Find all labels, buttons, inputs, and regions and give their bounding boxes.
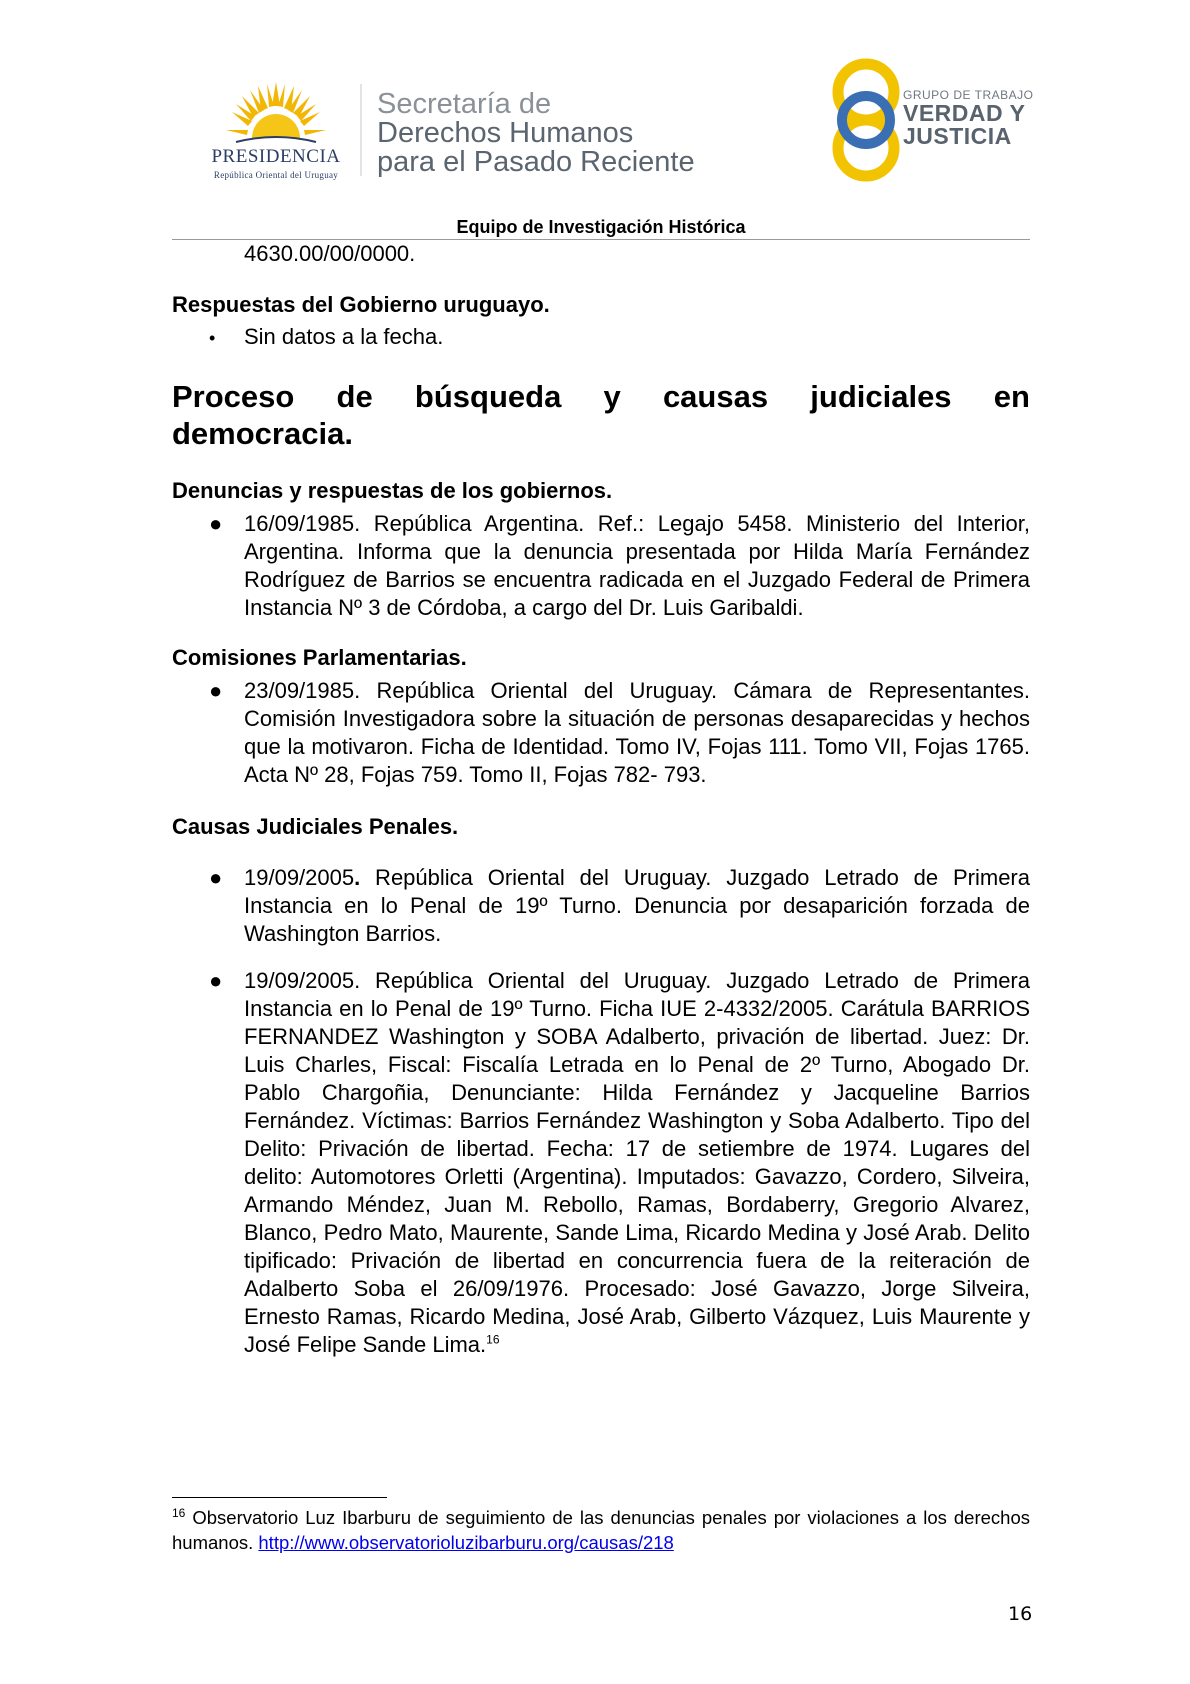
list-item-text: República Oriental del Uruguay. Juzgado Letrado de Primera Instancia en lo Penal de 19º Turno. Denuncia por desaparición forzada de Washington Barrios. <box>244 865 1030 946</box>
list-item-text: 23/09/1985. República Oriental del Uruguay. Cámara de Representantes. Comisión Investigadora sobre la situación de personas desaparecidas y hechos que la motivaron. Ficha de Identidad. Tomo IV, Fojas 111. Tomo VII, Fojas 1765. Acta Nº 28, Fojas 759. Tomo II, Fojas 782- 793. <box>244 678 1030 787</box>
grupo-trabajo-text: GRUPO DE TRABAJO <box>903 88 1034 102</box>
republica-label: República Oriental del Uruguay <box>213 170 339 180</box>
heading-word: Proceso <box>172 379 295 414</box>
list-item <box>172 510 1030 622</box>
rings-logo-icon <box>822 58 912 182</box>
list-item <box>172 967 1030 1359</box>
bullet-icon: ● <box>209 678 223 703</box>
heading-word: causas <box>662 379 769 414</box>
heading-word: de <box>336 379 373 414</box>
secretaria-line1: Secretaría de <box>377 88 552 120</box>
heading-word: judiciales <box>810 379 952 414</box>
bullet-icon: ● <box>209 968 223 993</box>
secretaria-title <box>377 90 695 177</box>
secretaria-line2: Derechos Humanos <box>377 117 634 149</box>
list-item: ● 19/09/2005. República Oriental del Uruguay. Juzgado Letrado de Primera Instancia en lo Penal de 19º Turno. Denuncia por desaparición forzada de Washington Barrios. <box>209 865 1030 946</box>
list-item-date: 19/09/2005 <box>244 865 355 890</box>
section-heading-line1 <box>172 378 1030 415</box>
footnote-separator <box>172 1497 387 1498</box>
denuncias-heading: Denuncias y respuestas de los gobiernos. <box>172 478 613 503</box>
bullet-icon: ● <box>209 865 223 890</box>
continuation-text: 4630.00/00/0000. <box>244 241 416 266</box>
verdad-justicia-label <box>903 88 1033 148</box>
section-heading <box>172 378 1030 452</box>
footnote-text: Observatorio Luz Ibarburu de seguimiento de las denuncias penales por violaciones a los derechos humanos. <box>172 1507 1030 1553</box>
justicia-text: JUSTICIA <box>903 123 1012 149</box>
footnote-number: 16 <box>172 1505 186 1520</box>
section-heading-line2: democracia. <box>172 416 353 451</box>
comisiones-heading: Comisiones Parlamentarias. <box>172 645 467 670</box>
footnote-link[interactable]: http://www.observatorioluzibarburu.org/causas/218 <box>258 1532 674 1553</box>
team-title: Equipo de Investigación Histórica <box>456 217 746 237</box>
sun-emblem-icon <box>196 80 356 150</box>
list-item-text: Sin datos a la fecha. <box>244 324 444 349</box>
list-item-text: 19/09/2005. República Oriental del Uruguay. Juzgado Letrado de Primera Instancia en lo Penal de 19º Turno. Ficha IUE 2-4332/2005. Carátula BARRIOS FERNANDEZ Washington y SOBA Adalberto, privación de libertad. Juez: Dr. Luis Charles, Fiscal: Fiscalía Letrada en lo Penal de 2º Turno, Abogado Dr. Pablo Chargoñia, Denunciante: Hilda Fernández y Jacqueline Barrios Fernández. Víctimas: Barrios Fernández Washington y Soba Adalberto. Tipo del Delito: Privación de libertad. Fecha: 17 de setiembre de 1974. Lugares del delito: Automotores Orletti (Argentina). Imputados: Gavazzo, Cordero, Silveira, Armando Méndez, Juan M. Rebollo, Ramas, Bordaberry, Gregorio Alvarez, Blanco, Pedro Mato, Maurente, Sande Lima, Ricardo Medina y José Arab. Delito tipificado: Privación de libertad en concurrencia fuera de la reiteración de Adalberto Soba el 26/09/1976. Procesado: José Gavazzo, Jorge Silveira, Ernesto Ramas, Ricardo Medina, José Arab, Gilberto Vázquez, Luis Maurente y José Felipe Sande Lima. <box>244 968 1030 1357</box>
list-item <box>172 323 1030 351</box>
presidencia-label: PRESIDENCIA <box>211 146 341 167</box>
heading-word: en <box>993 379 1030 414</box>
presidencia-logo <box>196 80 356 180</box>
heading-word: y <box>603 379 621 414</box>
causas-heading: Causas Judiciales Penales. <box>172 814 459 839</box>
document-body <box>172 240 1030 1359</box>
bullet-icon: ● <box>209 511 223 536</box>
secretaria-line3: para el Pasado Reciente <box>377 146 695 178</box>
footnote <box>172 1505 1030 1555</box>
gov-answers-heading: Respuestas del Gobierno uruguayo. <box>172 292 550 317</box>
header-divider <box>360 84 362 176</box>
footnote-ref[interactable]: 16 <box>486 1332 500 1347</box>
page-number: 16 <box>1008 1603 1033 1625</box>
list-item <box>172 677 1030 789</box>
bullet-icon: • <box>209 328 216 348</box>
list-item-text: 16/09/1985. República Argentina. Ref.: Legajo 5458. Ministerio del Interior, Argentina. Informa que la denuncia presentada por Hilda María Fernández Rodríguez de Barrios se encuentra radicada en el Juzgado Federal de Primera Instancia Nº 3 de Córdoba, a cargo del Dr. Luis Garibaldi. <box>244 511 1030 620</box>
verdad-text: VERDAD Y <box>903 100 1026 126</box>
heading-word: búsqueda <box>414 379 562 414</box>
